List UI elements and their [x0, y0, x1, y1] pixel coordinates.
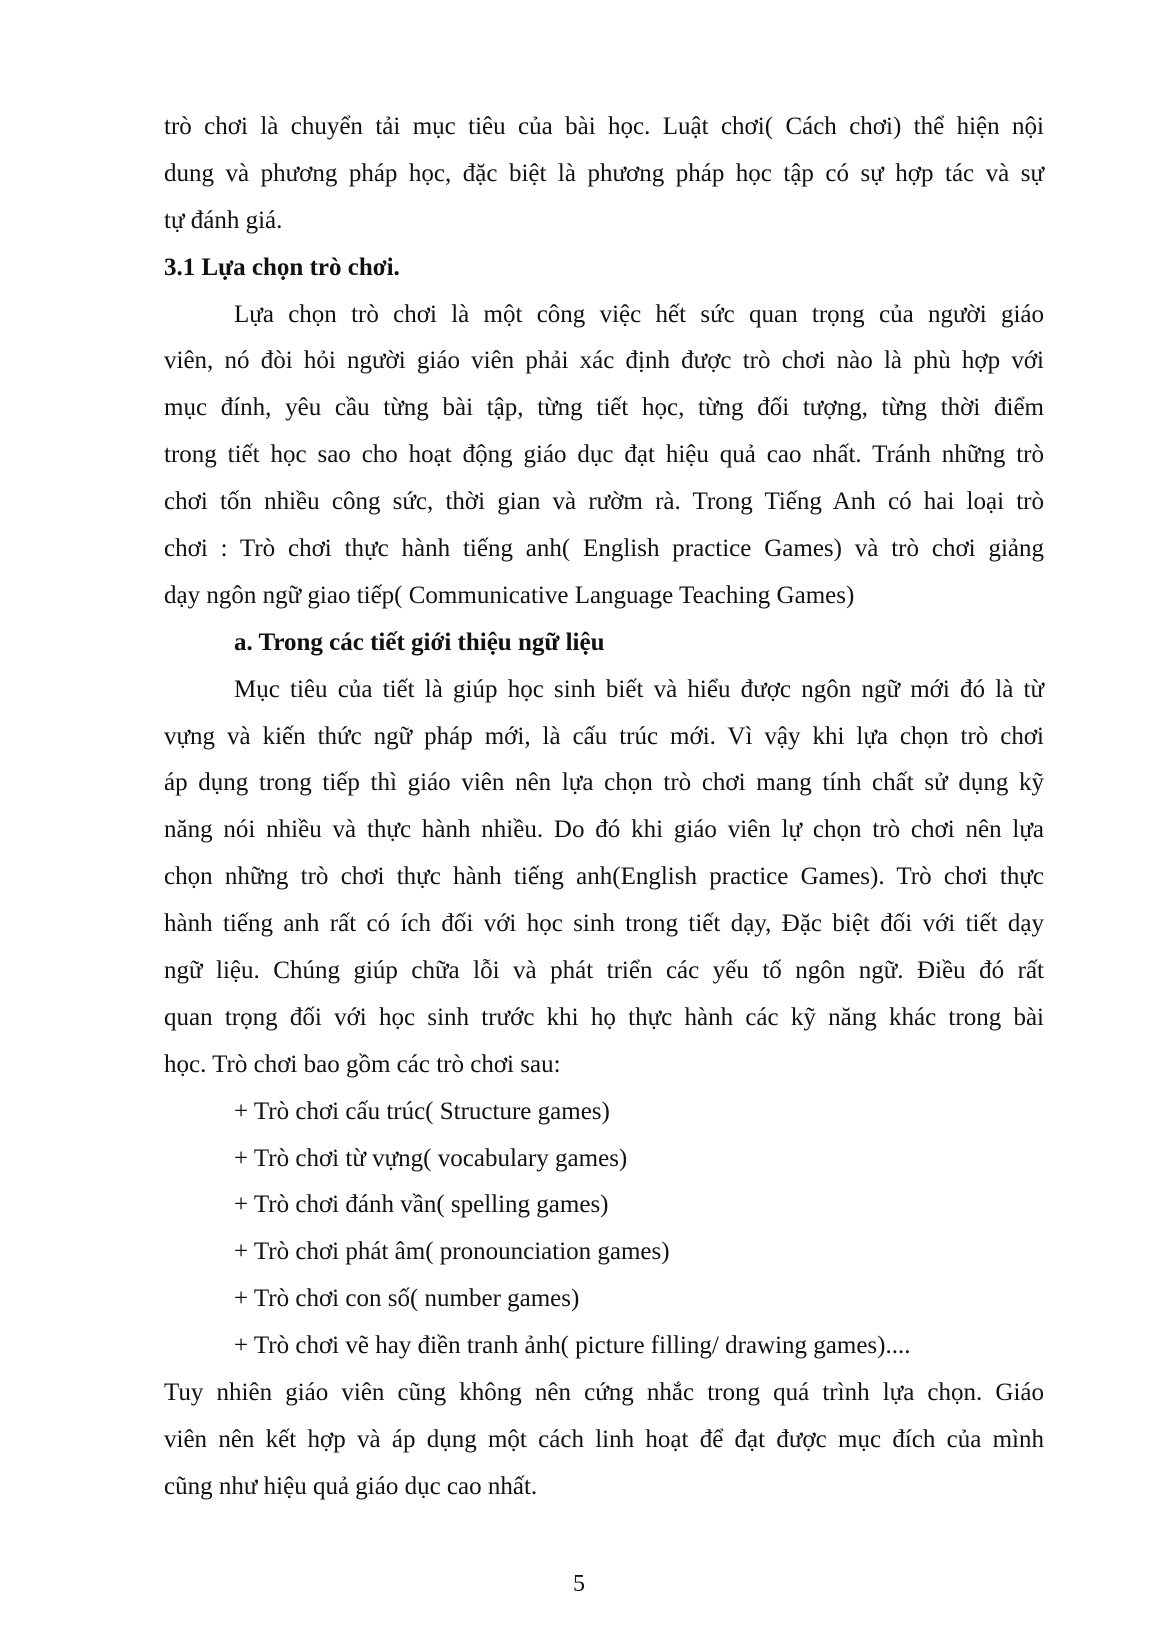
sub-paragraph-line: quan trọng đối với học sinh trước khi họ thực hành các kỹ năng khác trong bài	[164, 1003, 1044, 1031]
list-item: + Trò chơi con số( number games)	[234, 1285, 580, 1313]
page-body	[164, 104, 1044, 1511]
list-item: + Trò chơi từ vựng( vocabulary games)	[234, 1144, 628, 1172]
closing-paragraph-line: Tuy nhiên giáo viên cũng không nên cứng nhắc trong quá trình lựa chọn. Giáo	[164, 1379, 1044, 1407]
list-item: + Trò chơi vẽ hay điền tranh ảnh( picture filling/ drawing games)....	[234, 1332, 911, 1360]
section-heading: 3.1 Lựa chọn trò chơi.	[164, 253, 400, 281]
section-paragraph-line: trong tiết học sao cho hoạt động giáo dục đạt hiệu quả cao nhất. Tránh những trò	[164, 441, 1044, 469]
list-item: + Trò chơi cấu trúc( Structure games)	[234, 1097, 610, 1125]
sub-paragraph-line: năng nói nhiều và thực hành nhiều. Do đó khi giáo viên lự chọn trò chơi nên lựa	[164, 816, 1044, 844]
section-paragraph-line: Lựa chọn trò chơi là một công việc hết sức quan trọng của người giáo	[234, 300, 1044, 328]
intro-line: trò chơi là chuyển tải mục tiêu của bài học. Luật chơi( Cách chơi) thể hiện nội	[164, 113, 1044, 140]
sub-paragraph-line: ngữ liệu. Chúng giúp chữa lỗi và phát triển các yếu tố ngôn ngữ. Điều đó rất	[164, 957, 1044, 985]
section-paragraph-line: chơi : Trò chơi thực hành tiếng anh( English practice Games) và trò chơi giảng	[164, 535, 1044, 563]
intro-line: dung và phương pháp học, đặc biệt là phương pháp học tập có sự hợp tác và sự	[164, 159, 1044, 187]
sub-heading: a. Trong các tiết giới thiệu ngữ liệu	[234, 628, 605, 656]
sub-paragraph-line: học. Trò chơi bao gồm các trò chơi sau:	[164, 1050, 561, 1078]
sub-paragraph-line: vựng và kiến thức ngữ pháp mới, là cấu trúc mới. Vì vậy khi lựa chọn trò chơi	[164, 722, 1044, 750]
list-item: + Trò chơi đánh vần( spelling games)	[234, 1191, 609, 1219]
sub-paragraph-line: áp dụng trong tiếp thì giáo viên nên lựa chọn trò chơi mang tính chất sử dụng kỹ	[164, 769, 1044, 797]
section-paragraph-line: dạy ngôn ngữ giao tiếp( Communicative Language Teaching Games)	[164, 581, 855, 609]
sub-paragraph-line: Mục tiêu của tiết là giúp học sinh biết và hiểu được ngôn ngữ mới đó là từ	[234, 675, 1044, 703]
page-number: 5	[573, 1571, 585, 1597]
section-paragraph-line: chơi tốn nhiều công sức, thời gian và rườm rà. Trong Tiếng Anh có hai loại trò	[164, 488, 1044, 516]
intro-line: tự đánh giá.	[164, 206, 283, 234]
sub-paragraph-line: chọn những trò chơi thực hành tiếng anh(English practice Games). Trò chơi thực	[164, 863, 1044, 891]
list-item: + Trò chơi phát âm( pronounciation games)	[234, 1238, 670, 1266]
section-paragraph-line: viên, nó đòi hỏi người giáo viên phải xác định được trò chơi nào là phù hợp với	[164, 347, 1044, 375]
sub-paragraph-line: hành tiếng anh rất có ích đối với học sinh trong tiết dạy, Đặc biệt đối với tiết dạy	[164, 910, 1044, 938]
closing-paragraph-line: cũng như hiệu quả giáo dục cao nhất.	[164, 1472, 538, 1500]
closing-paragraph-line: viên nên kết hợp và áp dụng một cách linh hoạt để đạt được mục đích của mình	[164, 1425, 1044, 1453]
section-paragraph-line: mục đính, yêu cầu từng bài tập, từng tiết học, từng đối tượng, từng thời điểm	[164, 394, 1044, 422]
